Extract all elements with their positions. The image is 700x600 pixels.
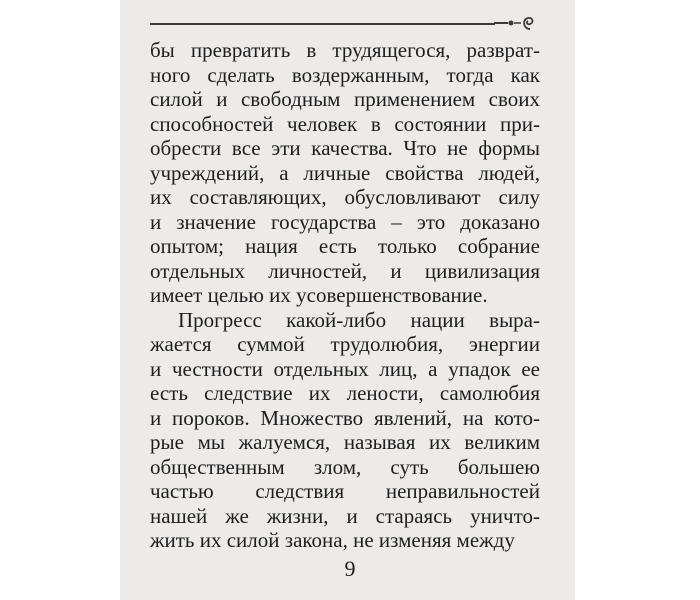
- text-line: способностей человек в состоянии при-: [150, 111, 540, 136]
- text-line: бы превратить в трудящегося, разврат-: [150, 38, 540, 62]
- text-line: есть следствие их лености, самолюбия: [150, 381, 540, 405]
- text-line: жается суммой трудолюбия, энергии: [150, 332, 540, 356]
- text-line: опытом; нация есть только собрание: [150, 234, 540, 258]
- text-line: Прогресс какой-либо нации выра-: [178, 307, 540, 332]
- text-line: их составляющих, обусловливают силу: [150, 185, 540, 209]
- text-line: и пороков. Множество явлений, на кото-: [150, 405, 540, 430]
- text-line: общественным злом, суть большею: [150, 454, 540, 479]
- text-line: нашей же жизни, и стараясь уничто-: [150, 503, 540, 528]
- header-ornament-icon: [494, 14, 536, 34]
- text-line: и значение государства – это доказано: [150, 209, 540, 234]
- text-line: обрести все эти качества. Что не формы: [150, 136, 540, 160]
- text-line: отдельных личностей, и цивилизация: [150, 258, 540, 283]
- text-line: имеет целью их усовершенствование.: [150, 283, 488, 307]
- text-line: учреждений, а личные свойства людей,: [150, 160, 540, 185]
- text-line: и честности отдельных лиц, а упадок ее: [150, 356, 540, 381]
- body-text: [150, 38, 540, 553]
- header-rule: [150, 23, 495, 25]
- text-line: рые мы жалуемся, называя их великим: [150, 430, 540, 454]
- text-line: ного сделать воздержанным, тогда как: [150, 62, 540, 87]
- text-line: частью следствия неправильностей: [150, 479, 540, 503]
- text-line: силой и свободным применением своих: [150, 87, 540, 111]
- text-line: жить их силой закона, не изменяя между: [150, 528, 515, 552]
- page-number: 9: [344, 556, 356, 581]
